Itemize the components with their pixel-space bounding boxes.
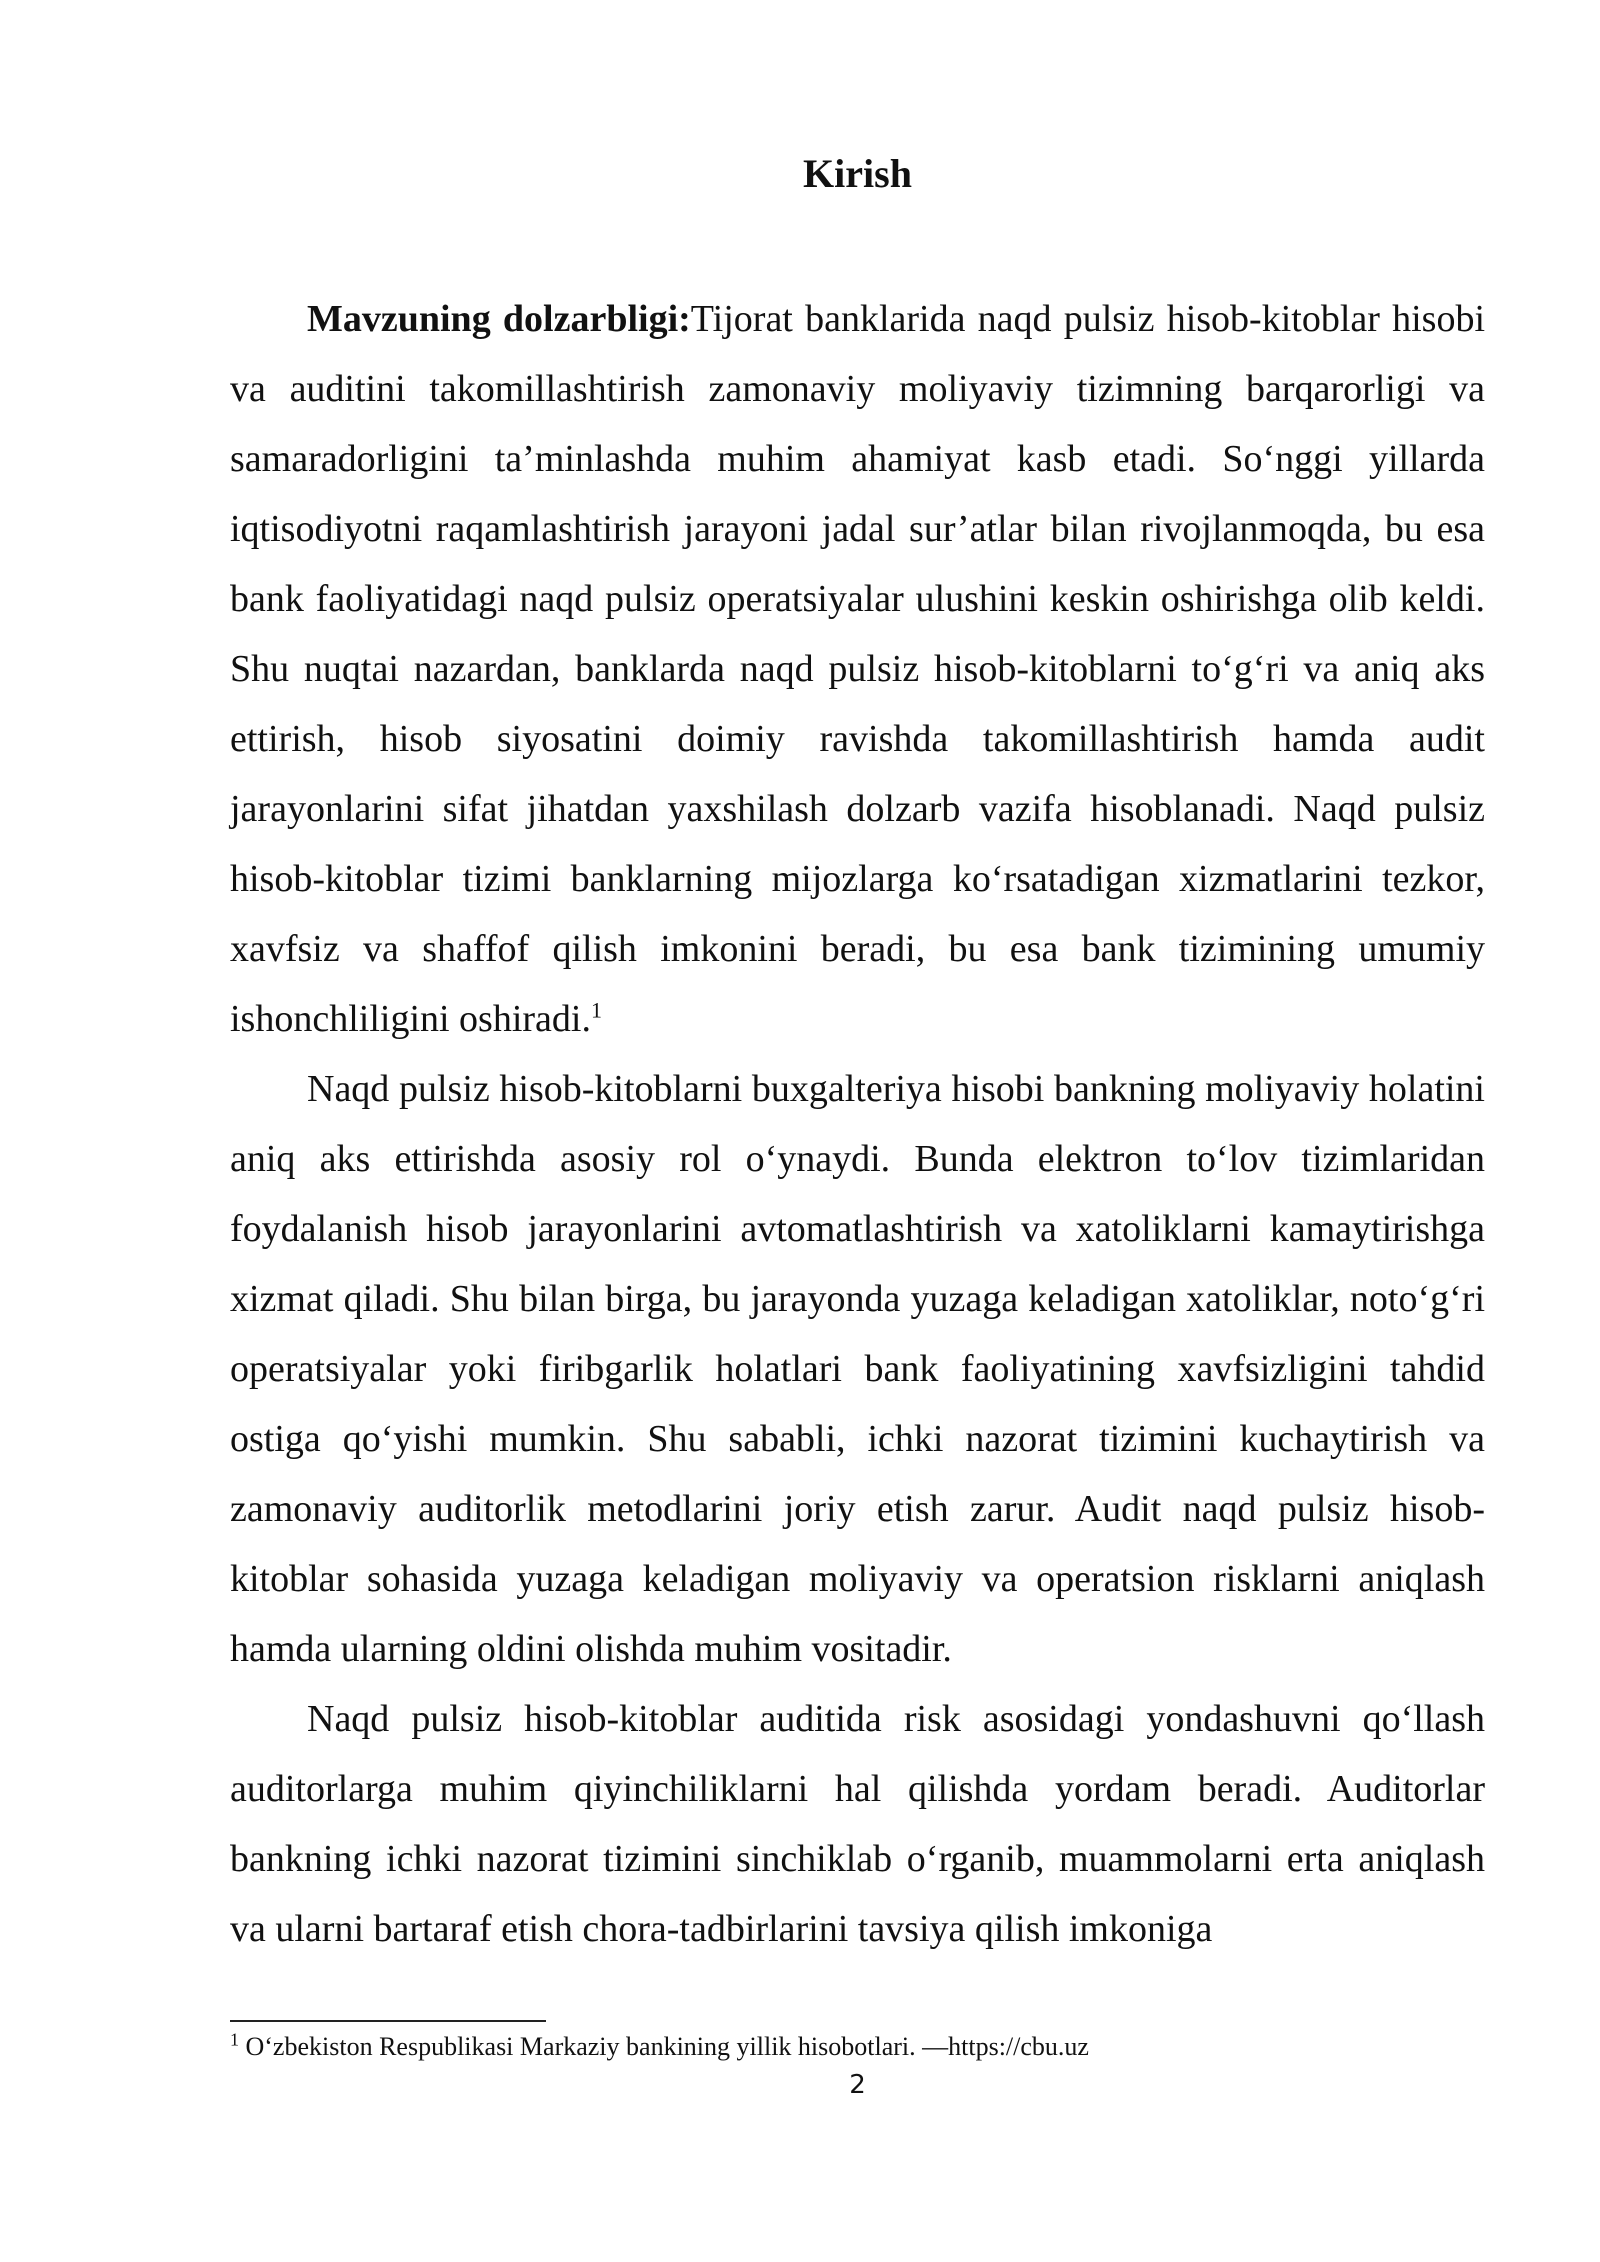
- paragraph-accounting: Naqd pulsiz hisob-kitoblarni buxgalteriya hisobi bankning moliyaviy holatini aniq aks ettirishda asosiy rol o‘ynaydi. Bunda elektron to‘lov tizimlaridan foydalanish hisob jarayonlarini avtomatlashtirish va xatoliklarni kamaytirishga xizmat qiladi. Shu bilan birga, bu jarayonda yuzaga keladigan xatoliklar, noto‘g‘ri operatsiyalar yoki firibgarlik holatlari bank faoliyatining xavfsizligini tahdid ostiga qo‘yishi mumkin. Shu sababli, ichki nazorat tizimini kuchaytirish va zamonaviy auditorlik metodlarini joriy etish zarur. Audit naqd pulsiz hisob-kitoblar sohasida yuzaga keladigan moliyaviy va operatsion risklarni aniqlash hamda ularning oldini olishda muhim vositadir.: [230, 1068, 1485, 1670]
- footnote-separator: [230, 2020, 546, 2022]
- paragraph-text: Tijorat banklarida naqd pulsiz hisob-kitoblar hisobi va auditini takomillashtirish zamonaviy moliyaviy tizimning barqarorligi va samaradorligini ta’minlashda muhim ahamiyat kasb etadi. So‘nggi yillarda iqtisodiyotni raqamlashtirish jarayoni jadal sur’atlar bilan rivojlanmoqda, bu esa bank faoliyatidagi naqd pulsiz operatsiyalar ulushini keskin oshirishga olib keldi. Shu nuqtai nazardan, banklarda naqd pulsiz hisob-kitoblarni to‘g‘ri va aniq aks ettirish, hisob siyosatini doimiy ravishda takomillashtirish hamda audit jarayonlarini sifat jihatdan yaxshilash dolzarb vazifa hisoblanadi. Naqd pulsiz hisob-kitoblar tizimi banklarning mijozlarga ko‘rsatadigan xizmatlarini tezkor, xavfsiz va shaffof qilish imkonini beradi, bu esa bank tizimining umumiy ishonchliligini oshiradi.: [230, 298, 1486, 1040]
- footnote: [230, 2030, 1485, 2064]
- body-text: [230, 284, 1485, 1964]
- paragraph-lead-label: Mavzuning dolzarbligi:: [307, 298, 691, 340]
- footnote-number: 1: [230, 2029, 239, 2050]
- page-heading: Kirish: [803, 151, 912, 196]
- paragraph-audit: Naqd pulsiz hisob-kitoblar auditida risk asosidagi yondashuvni qo‘llash auditorlarga muhim qiyinchiliklarni hal qilishda yordam beradi. Auditorlar bankning ichki nazorat tizimini sinchiklab o‘rganib, muammolarni erta aniqlash va ularni bartaraf etish chora-tadbirlarini tavsiya qilish imkoniga: [230, 1698, 1485, 1950]
- footnote-text: O‘zbekiston Respublikasi Markaziy bankining yillik hisobotlari. —https://cbu.uz: [239, 2032, 1089, 2061]
- footnote-reference[interactable]: 1: [590, 997, 602, 1023]
- paragraph-relevance: [230, 284, 1485, 1054]
- page-number: 2: [849, 2070, 866, 2100]
